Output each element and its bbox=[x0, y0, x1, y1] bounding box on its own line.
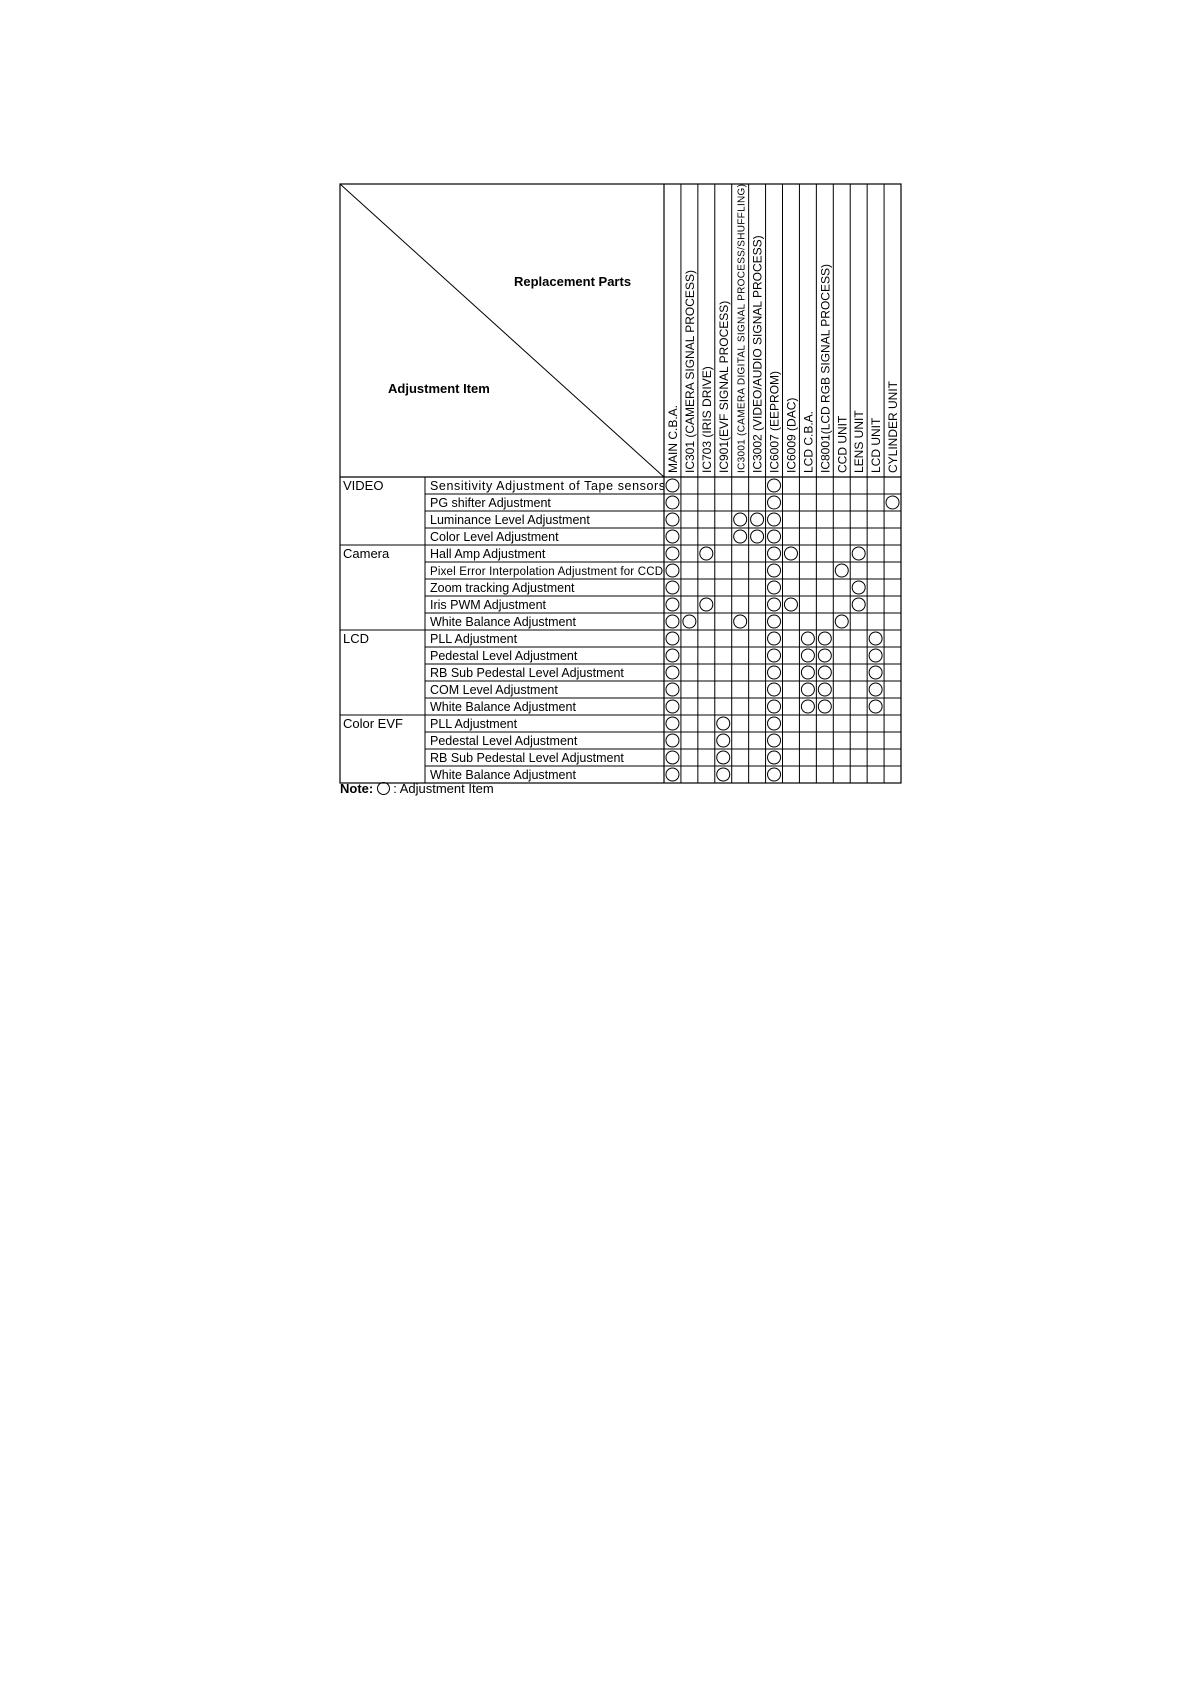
adjustment-mark bbox=[768, 581, 781, 594]
adjustment-mark bbox=[768, 615, 781, 628]
adjustment-item-row: PLL Adjustment bbox=[430, 632, 518, 646]
adjustment-mark bbox=[700, 598, 713, 611]
column-header-12: LCD UNIT bbox=[869, 417, 884, 473]
group-label-1: Camera bbox=[343, 546, 390, 561]
adjustment-mark bbox=[784, 598, 797, 611]
adjustment-mark bbox=[700, 547, 713, 560]
adjustment-mark bbox=[768, 683, 781, 696]
group-label-0: VIDEO bbox=[343, 478, 384, 493]
note-label: Note: bbox=[340, 781, 374, 796]
adjustment-item-row: RB Sub Pedestal Level Adjustment bbox=[430, 666, 624, 680]
adjustment-mark bbox=[768, 768, 781, 781]
adjustment-mark bbox=[666, 717, 679, 730]
adjustment-mark bbox=[666, 768, 679, 781]
adjustment-item-row: Pixel Error Interpolation Adjustment for CCD bbox=[430, 566, 663, 578]
adjustment-mark bbox=[869, 700, 882, 713]
adjustment-item-row: PLL Adjustment bbox=[430, 717, 518, 731]
adjustment-item-row: RB Sub Pedestal Level Adjustment bbox=[430, 751, 624, 765]
adjustment-mark bbox=[801, 632, 814, 645]
adjustment-mark bbox=[666, 683, 679, 696]
adjustment-mark bbox=[666, 649, 679, 662]
adjustment-mark bbox=[666, 632, 679, 645]
adjustment-mark bbox=[852, 547, 865, 560]
adjustment-mark bbox=[768, 666, 781, 679]
adjustment-mark bbox=[734, 513, 747, 526]
adjustment-mark bbox=[666, 666, 679, 679]
adjustment-mark bbox=[835, 564, 848, 577]
adjustment-mark bbox=[818, 683, 831, 696]
adjustment-mark bbox=[886, 496, 899, 509]
adjustment-mark bbox=[666, 513, 679, 526]
adjustment-item-row: COM Level Adjustment bbox=[430, 683, 558, 697]
adjustment-item-row: Iris PWM Adjustment bbox=[430, 598, 546, 612]
note-line bbox=[340, 781, 494, 796]
group-label-2: LCD bbox=[343, 631, 370, 646]
adjustment-mark bbox=[835, 615, 848, 628]
column-header-13: CYLINDER UNIT bbox=[886, 380, 901, 473]
adjustment-mark bbox=[818, 700, 831, 713]
adjustment-mark bbox=[666, 479, 679, 492]
column-header-5: IC3002 (VIDEO/AUDIO SIGNAL PROCESS) bbox=[750, 235, 765, 473]
adjustment-item-row: Zoom tracking Adjustment bbox=[430, 581, 575, 595]
adjustment-mark bbox=[768, 479, 781, 492]
adjustment-mark bbox=[666, 700, 679, 713]
column-header-9: IC8001(LCD RGB SIGNAL PROCESS) bbox=[818, 264, 833, 473]
adjustment-mark bbox=[768, 513, 781, 526]
adjustment-mark bbox=[768, 547, 781, 560]
adjustment-mark bbox=[801, 700, 814, 713]
adjustment-mark bbox=[717, 751, 730, 764]
adjustment-item-row: Pedestal Level Adjustment bbox=[430, 649, 578, 663]
adjustment-item-row: White Balance Adjustment bbox=[430, 768, 576, 782]
adjustment-mark bbox=[768, 530, 781, 543]
adjustment-mark bbox=[768, 598, 781, 611]
adjustment-mark bbox=[768, 632, 781, 645]
replacement-parts-label: Replacement Parts bbox=[514, 274, 632, 289]
adjustment-item-row: White Balance Adjustment bbox=[430, 615, 576, 629]
adjustment-mark bbox=[717, 768, 730, 781]
adjustment-mark bbox=[666, 598, 679, 611]
adjustment-mark bbox=[666, 751, 679, 764]
adjustment-mark bbox=[768, 700, 781, 713]
column-header-11: LENS UNIT bbox=[852, 410, 867, 473]
adjustment-mark bbox=[666, 547, 679, 560]
adjustment-item-row: Color Level Adjustment bbox=[430, 530, 559, 544]
adjustment-mark bbox=[666, 734, 679, 747]
adjustment-item-row: PG shifter Adjustment bbox=[430, 496, 551, 510]
adjustment-mark bbox=[751, 513, 764, 526]
column-header-0: MAIN C.B.A. bbox=[665, 404, 680, 473]
adjustment-mark bbox=[717, 734, 730, 747]
adjustment-mark bbox=[734, 530, 747, 543]
column-header-2: IC703 (IRIS DRIVE) bbox=[699, 366, 714, 473]
adjustment-mark bbox=[869, 632, 882, 645]
adjustment-mark bbox=[869, 683, 882, 696]
adjustment-mark bbox=[768, 649, 781, 662]
column-header-10: CCD UNIT bbox=[835, 415, 850, 473]
adjustment-mark-icon bbox=[377, 782, 390, 795]
column-header-1: IC301 (CAMERA SIGNAL PROCESS) bbox=[682, 270, 697, 473]
adjustment-mark bbox=[768, 717, 781, 730]
adjustment-mark bbox=[852, 598, 865, 611]
adjustment-mark bbox=[784, 547, 797, 560]
adjustment-mark bbox=[801, 666, 814, 679]
adjustment-mark bbox=[768, 496, 781, 509]
adjustment-item-row: Sensitivity Adjustment of Tape sensors bbox=[430, 479, 665, 493]
adjustment-mark bbox=[869, 666, 882, 679]
adjustment-mark bbox=[666, 615, 679, 628]
adjustment-mark bbox=[768, 751, 781, 764]
column-header-8: LCD C.B.A. bbox=[801, 410, 816, 473]
adjustment-mark bbox=[869, 649, 882, 662]
adjustment-item-row: Pedestal Level Adjustment bbox=[430, 734, 578, 748]
adjustment-item-label: Adjustment Item bbox=[388, 381, 490, 396]
adjustment-mark bbox=[751, 530, 764, 543]
adjustment-mark bbox=[768, 564, 781, 577]
column-header-6: IC6007 (EEPROM) bbox=[767, 370, 782, 473]
adjustment-mark bbox=[666, 530, 679, 543]
adjustment-mark bbox=[818, 649, 831, 662]
note-text: : Adjustment Item bbox=[393, 781, 494, 796]
column-header-7: IC6009 (DAC) bbox=[784, 397, 799, 473]
adjustment-mark bbox=[734, 615, 747, 628]
adjustment-mark bbox=[666, 581, 679, 594]
adjustment-mark bbox=[666, 564, 679, 577]
adjustment-mark bbox=[818, 666, 831, 679]
adjustment-mark bbox=[801, 683, 814, 696]
adjustment-mark bbox=[801, 649, 814, 662]
adjustment-mark bbox=[666, 496, 679, 509]
adjustment-mark bbox=[717, 717, 730, 730]
header-diagonal-line bbox=[340, 184, 664, 477]
column-header-3: IC901(EVF SIGNAL PROCESS) bbox=[716, 300, 731, 473]
adjustment-mark bbox=[683, 615, 696, 628]
adjustment-mark bbox=[852, 581, 865, 594]
group-label-3: Color EVF bbox=[343, 716, 403, 731]
adjustment-item-row: Hall Amp Adjustment bbox=[430, 547, 546, 561]
adjustment-mark bbox=[818, 632, 831, 645]
adjustment-mark bbox=[768, 734, 781, 747]
adjustment-item-row: White Balance Adjustment bbox=[430, 700, 576, 714]
adjustment-item-row: Luminance Level Adjustment bbox=[430, 513, 590, 527]
column-header-4: IC3001 (CAMERA DIGITAL SIGNAL PROCESS/SHUFFLING) bbox=[736, 184, 748, 473]
